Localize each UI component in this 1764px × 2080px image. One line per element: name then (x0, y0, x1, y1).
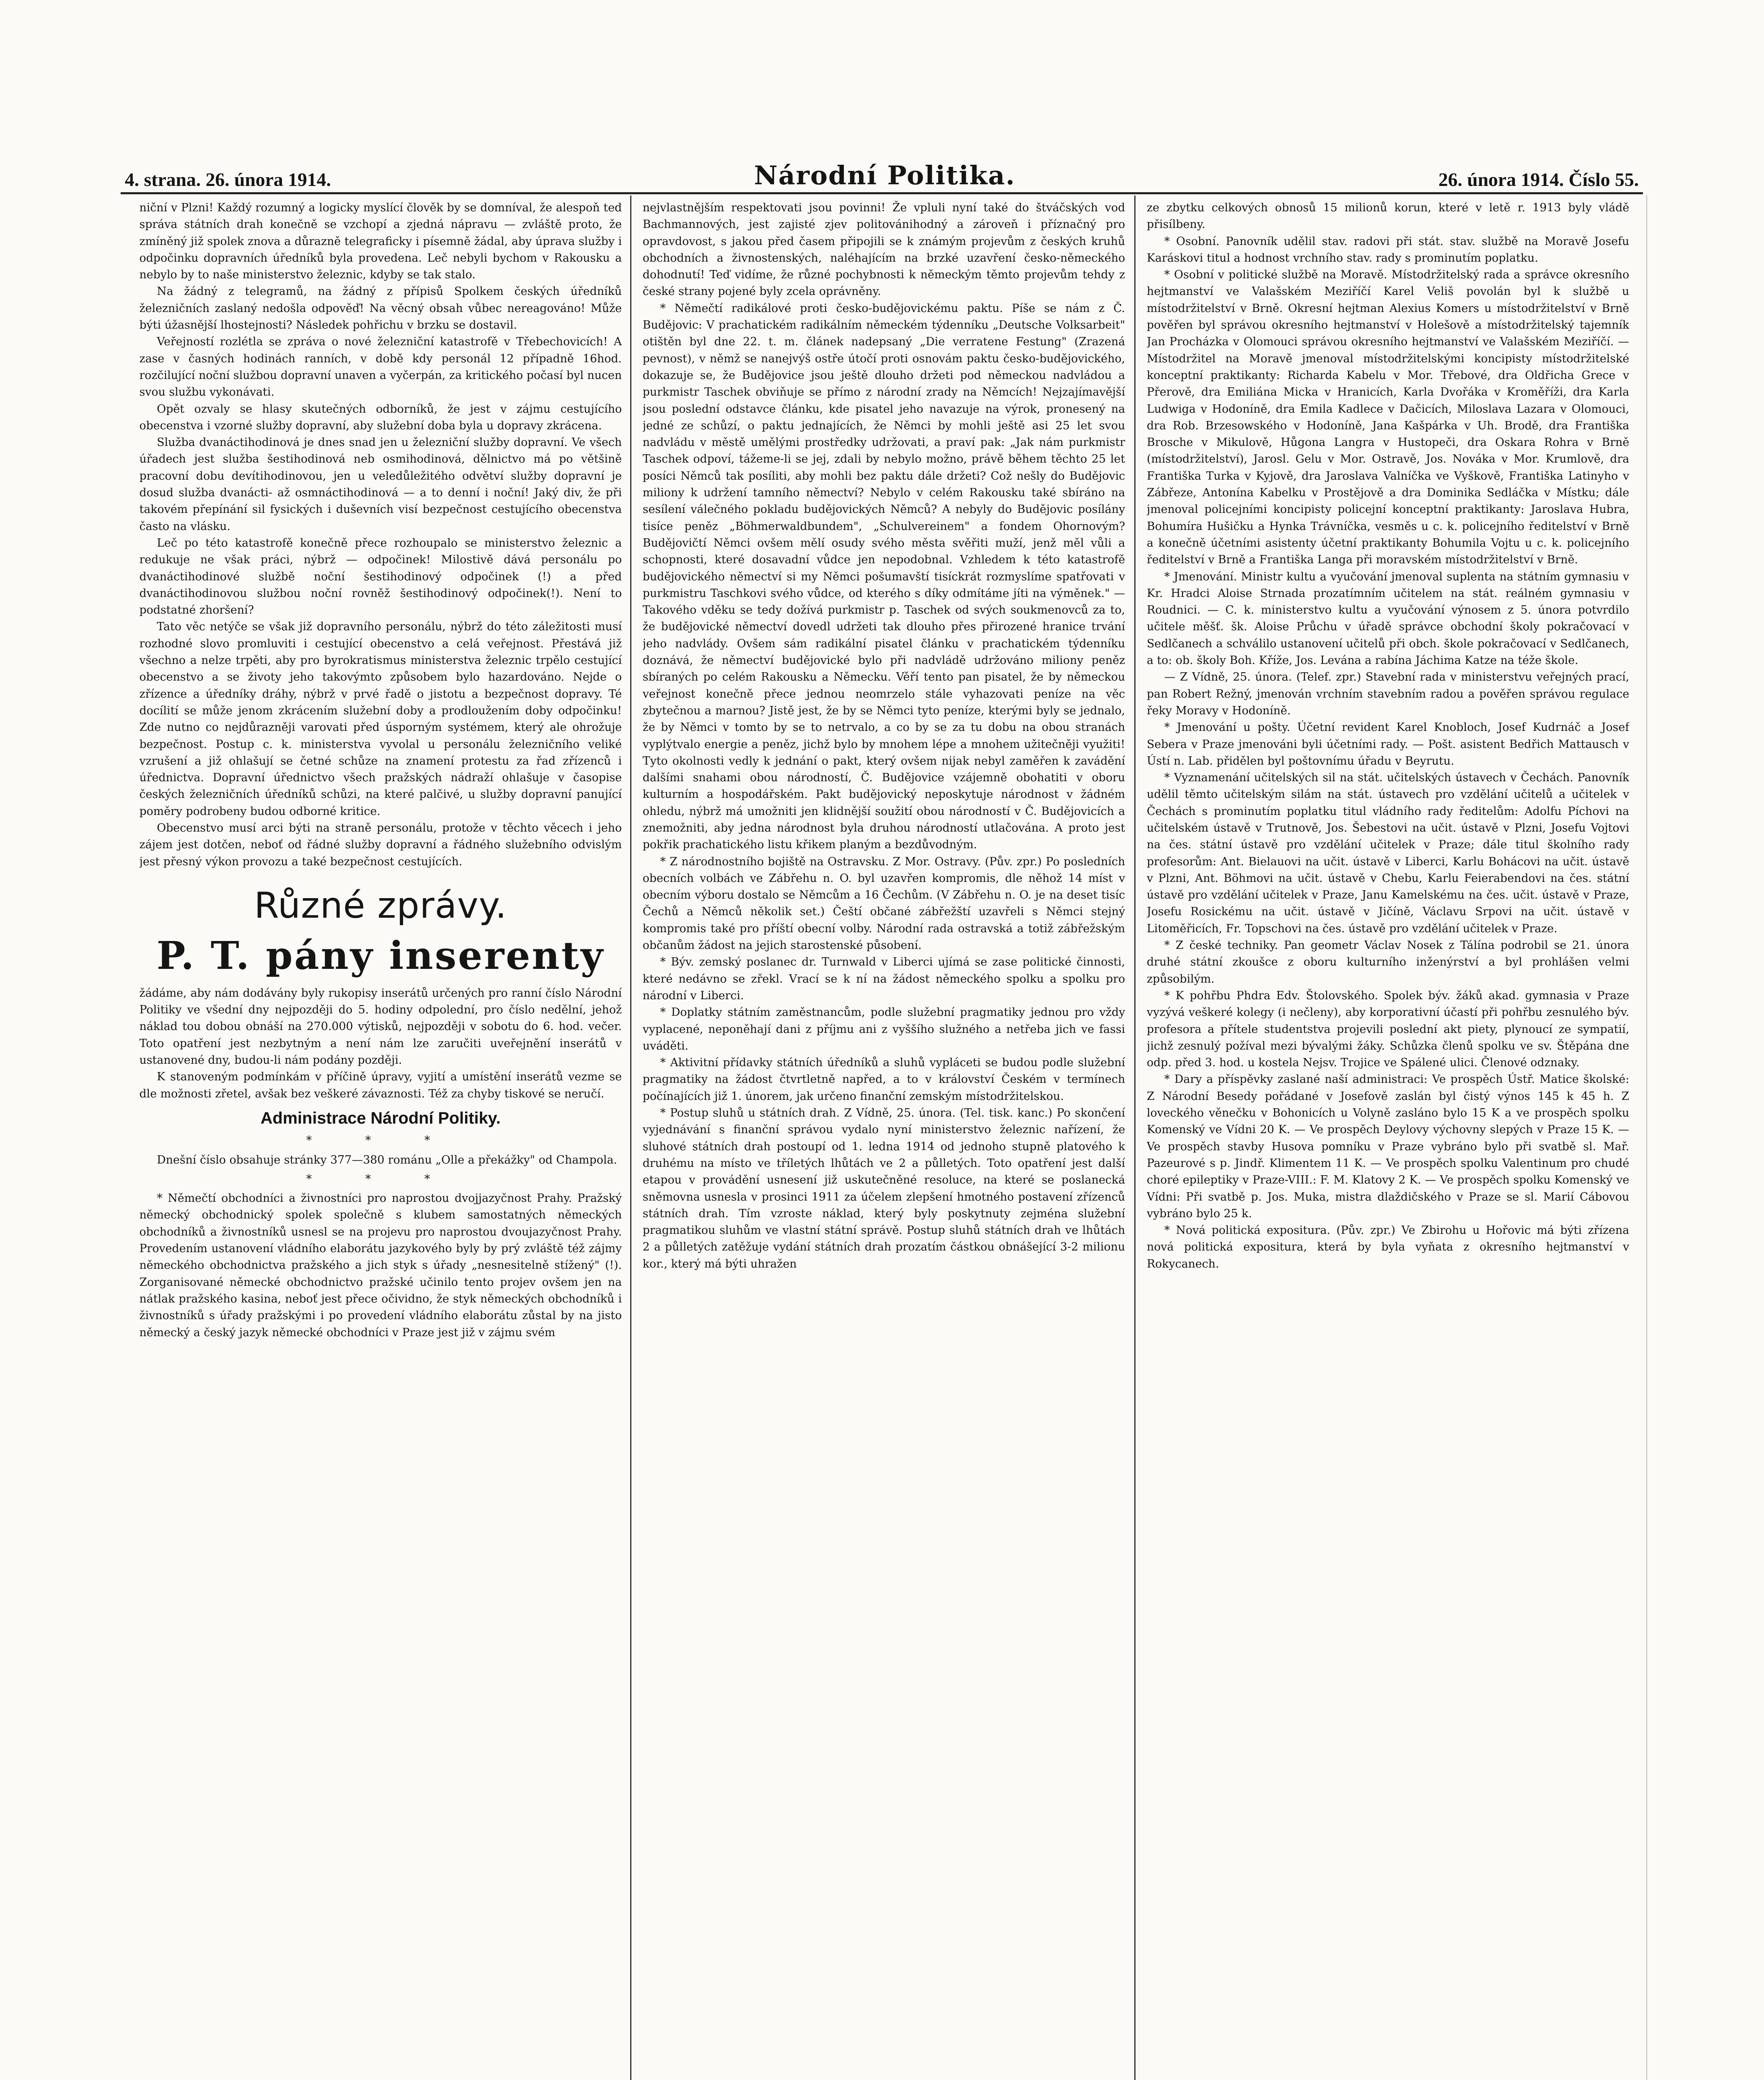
notice-paragraph: Dnešní číslo obsahuje stránky 377—380 románu „Olle a překážky" od Champola. (157, 1153, 617, 1166)
news-item: * Doplatky státním zaměstnancům, podle služební pragmatiky jednou pro vždy vyplacené, neponěhají dani z příjmu ani z vyššího služného a netřeba jich ve fassi uváděti. (643, 1006, 1125, 1052)
article-paragraph: Obecenstvo musí arci býti na straně personálu, protože v těchto věcech i jeho zájem jest dotčen, neboť od řádné služby dopravní a řádného služebního odvislým jest přesný výkon provozu a také bezpečnost cestujících. (139, 821, 622, 868)
news-item: * Osobní v politické službě na Moravě. Místodržitelský rada a správce okresního hejtmanství ve Valašském Meziříčí Karel Veliš povolán byl k službě u místodržitelství v Brně. Okresní hejtman Alexius Komers u místodržitelství v Brně pověřen byl správou okresního hejtmanství v Holešově a místodržitelský tajemník Jan Procházka v Olomouci správou okresního hejtmanství ve Valašském Meziříčí. — Místodržitel na Moravě jmenoval místodržitelskými koncipisty místodržitelské konceptní praktikanty: Richarda Kabelu v Mor. Třebové, dra Oldřicha Grece v Přerově, dra Emiliána Micka v Hranicích, Karla Dvořáka v Kroměříži, dra Karla Ludwiga v Hodoníně, dra Emila Kadlece v Dačicích, Miloslava Lazara v Olomouci, dra Rob. Brzesowského v Hodoníně, Jana Kašpárka v Uh. Brodě, dra Františka Brosche v Mikulově, Hůgona Langra v Hustopeči, dra Oskara Rohra v Brně (místodržitelství), Jarosl. Gelu v Mor. Ostravě, Jos. Nováka v Mor. Krumlově, dra Františka Turka v Kyjově, dra Jaroslava Valníčka ve Vyškově, Františka Latinyho v Zábřeze, Antonína Kabelku v Prostějově a dra Dominika Sedláčka v Místku; dále jmenoval policejními koncipisty policejní konceptní praktikanty: Jaroslava Hubra, Bohumíra Hušičku a Hynka Trávníčka, vesměs u c. k. policejního ředitelství v Brně a konečně účetními asistenty účetní praktikanty Bohumila Vojtu u c. k. policejního ředitelství v Brně a Františka Langa při moravském místodržitelství v Brně. (1147, 268, 1629, 567)
news-item: * Němečtí obchodníci a živnostníci pro naprostou dvojjazyčnost Prahy. Pražský německý obchodnický spolek společně s klubem samostatných německých obchodníků a živnostníků usnesl se na projevu pro naprostou dvoujazyčnost Prahy. Provedením ustanovení vládního elaborátu jazykového byly by prý zvláště též zájmy německého obchodnictva pražského a jich styk s úřady „nesnesitelně stížený" (!). Zorganisované německé obchodnictvo pražské učinilo tento projev ovšem jen na nátlak pražského kasina, neboť jest přece očividno, že styk německých obchodníků i živnostníků s úřady pražskými i po provedení vládního elaborátu zůstal by na jisto německý a český jazyk německé obchodníci v Praze jest již v zájmu svém (139, 1192, 622, 1339)
article-paragraph: Opět ozvaly se hlasy skutečných odborníků, že jest v zájmu cestujícího obecenstva i vzorné služby dopravní, aby služební doba byla u dopravy zkrácena. (139, 402, 622, 432)
column-1 (139, 200, 622, 2080)
page-header (125, 160, 1639, 191)
article-paragraph: Na žádný z telegramů, na žádný z přípisů Spolkem českých úředníků železničních zaslaný nedošla odpověď! Na věcný obsah vůbec nereagováno! Může býti úžasnější lhostejnosti? Následek pohřichu v brzku se dostavil. (139, 285, 622, 332)
notice-paragraph: žádáme, aby nám dodávány byly rukopisy inserátů určených pro ranní číslo Národní Politiky ve všední dny nejpozději do 5. hodiny odpolední, pro číslo nedělní, jehož náklad tou dobou obnáší na 270.000 výtisků, nejpozději v sobotu do 6. hod. večer. Toto opatření jest nezbytným a není nám lze zaručiti uveřejnění inserátů v ustanovené dny, budou-li nám podány později. (139, 986, 622, 1067)
masthead: Národní Politika. (754, 160, 1016, 191)
page-edge-shadow (1646, 196, 1647, 2080)
notice-paragraph: K stanoveným podmínkám v příčině úpravy, vyjití a umístění inserátů vezme se dle možnosti zřetel, avšak bez veškeré závaznosti. Též za chyby tiskové se neručí. (139, 1070, 622, 1100)
section-heading: Různé zprávy. (254, 884, 507, 926)
column-divider (630, 196, 631, 2080)
news-item: * Býv. zemský poslanec dr. Turnwald v Liberci ujímá se zase politické činnosti, které nedávno se zřekl. Vrací se k ní na žádost německého spolku a spolku pro národní v Liberci. (643, 956, 1125, 1002)
article-paragraph: Leč po této katastrofě konečně přece rozhoupalo se ministerstvo železnic a redukuje ne však práci, nýbrž — odpočinek! Milostivě dává personálu po dvanáctihodinové službě noční šestihodinový odpočinek (!) a před dvanáctihodinovou službou noční rovněž šestihodinový odpočinek(!). Není to podstatné zhoršení? (139, 536, 622, 617)
news-item: — Z Vídně, 25. února. (Telef. zpr.) Stavební rada v ministerstvu veřejných prací, pan Robert Režný, jmenován vrchním stavebním radou a pověřen správou regulace řeky Moravy v Hodoníně. (1147, 671, 1629, 717)
column-3 (1147, 200, 1629, 2080)
column-divider (1134, 196, 1136, 2080)
news-item: * Osobní. Panovník udělil stav. radovi při stát. stav. službě na Moravě Josefu Karáskovi titul a hodnost vrchního stav. rady s prominutím poplatku. (1147, 235, 1629, 265)
news-item: * Němečtí radikálové proti česko-budějovickému paktu. Píše se nám z Č. Budějovic: V prachatickém radikálním německém týdenníku „Deutsche Volksarbeit" otištěn byl dne 22. t. m. článek nadepsaný „Die verratene Festung" (Zrazená pevnost), v němž se nanejvýš ostře útočí proti osnovám paktu česko-budějovického, dokazuje se, že Budějovice jsou ještě dlouho držeti pod německou nadvládou a purkmistr Taschek obviňuje se přímo z národní zrady na Němcích! Nejzajímavější jsou poslední odstavce článku, kde pisatel jeho navazuje na výrok, pronesený na jedné ze schůzí, o paktu jednajících, že Němci by mohli ještě asi 25 let svou nadvládu v městě umělými prostředky udržovati, a praví pak: „Jak nám purkmistr Taschek odpoví, tážeme-li se jej, zdali by nebylo možno, právě během těchto 25 let posíci Němců tak posíliti, aby mohli bez paktu dále držeti? Což nešly do Budějovic miliony k udržení tamního němectví? Nebylo v celém Rakousku také sbíráno na sesílení válečného pokladu budějovických Němců? A nebyly do Budějovic posílány tisíce peněz „Böhmerwaldbundem", „Schulvereinem" a fondem Ohornovým? Budějovičtí Němci ovšem mělí osudy svého města svěřiti muží, jenž měl vůli a schopnosti, které dosavadní vůdce jen nepodobnal. Vzhledem k této katastrofě budějovického němectví si my Němci pošumavští tisíckrát rozmyslíme spatřovati v purkmistru Taschkovi svého vůdce, od kterého s díky odmítáme jíti na výměnek." — Takového vděku se tedy dožívá purkmistr p. Taschek od svých soukmenovců za to, že budějovické němectví dovedl udržeti tak dlouho přes přirozené hranice trvání jeho nadvlády. Ovšem sám radikální pisatel článku v prachatickém týdenníku doznává, že němectví budějovické bylo při nadvládě udržováno miliony peněz sbíraných po celém Rakousku a Německu. Věří tento pan pisatel, že by německou veřejnost konečně přece jednou neomrzelo stále vyhazovati peníze na věc zbytečnou a marnou? Jistě jest, že by se Němci tyto peníze, kterými byly se jednalo, že by Němci v tomto by se to netrvalo, a co by se za tu dobu na obou stranách vyplýtvalo energie a peněz, jichž bylo by mnohem lépe a mnohem užitečněji využiti! Tyto okolnosti vedly k jednání o pakt, který ovšem nijak nebyl zaměřen k zavádění dalšími snahami obou národností, Č. Budějovice vzájemně obohatiti v oboru kulturním a hospodářském. Pakt budějovický neposkytuje národnost v žádném ohledu, nýbrž má umožniti jen klidnější soužití obou národností v Č. Budějovicích a znemožniti, aby jedna národnost byla druhou národností utlačována. A proto jest pokřik prachatického listu křikem planým a bezdůvodným. (643, 302, 1125, 852)
header-left: 4. strana. 26. února 1914. (125, 169, 331, 190)
article-paragraph: Veřejností rozlétla se zpráva o nové železniční katastrofě v Třebechovicích! A zase v časných hodinách ranních, v době kdy personál 12 případně 16hod. rozčilující noční službou dopravní unaven a vyčerpán, za kritického počasí byl nucen svou službu vykonávati. (139, 335, 622, 399)
article-paragraph: niční v Plzni! Každý rozumný a logicky myslící člověk by se domníval, že alespoň teď správa státních drah konečně se vzchopí a zjedná nápravu — zvláště proto, že zmíněný již spolek znova a důrazně telegraficky i písemně žádal, aby úprava služby i odpočinku dopravních úředníků byla provedena. Leč nebyli bychom v Rakousku a nebylo by to naše ministerstvo železnic, kdyby se tak stalo. (139, 201, 622, 282)
news-item: * Jmenování u pošty. Účetní revident Karel Knobloch, Josef Kudrnáč a Josef Sebera v Praze jmenováni byli účetními rady. — Pošt. asistent Bedřich Mattausch v Ústí n. Lab. přidělen byl poštovnímu úřadu v Beyrutu. (1147, 721, 1629, 768)
administration-signature: Administrace Národní Politiky. (260, 1109, 501, 1127)
header-rule (121, 192, 1643, 194)
separator-stars: * * * (306, 1134, 455, 1147)
article-paragraph: Služba dvanáctihodinová je dnes snad jen u železniční služby dopravní. Ve všech úřadech jest služba šestihodinová neb osmihodinová, dělnictvo má po většině pracovní dobu devítihodinovou, jen u veledůležitého odvětví služby dopravní je dosud služba dvanácti- až osmnáctihodinová — a to denní i noční! Jaký div, že při takovém přepínání sil fysických i duševních visí bezpečnost cestujícího obecenstva často na vlásku. (139, 436, 622, 533)
news-item: * Nová politická expositura. (Pův. zpr.) Ve Zbirohu u Hořovic má býti zřízena nová politická expositura, která by byla vyňata z okresního hejtmanství v Rokycanech. (1147, 1224, 1629, 1270)
news-item: * K pohřbu Phdra Edv. Štolovského. Spolek býv. žáků akad. gymnasia v Praze vyzývá veškeré kolegy (i nečleny), aby korporativní účastí při pohřbu zesnulého býv. profesora a přítele studentstva projevili poslední akt piety, plynoucí ze sympatií, jichž zesnulý požíval mezi bývalými žáky. Schůzka členů spolku ve sv. Štěpána dne odp. před 3. hod. u kostela Nejsv. Trojice ve Spálené ulici. Členové odznaky. (1147, 989, 1629, 1070)
header-right: 26. února 1914. Číslo 55. (1438, 169, 1639, 190)
separator-stars: * * * (306, 1172, 455, 1186)
news-item: * Vyznamenání učitelských sil na stát. učitelských ústavech v Čechách. Panovník udělil těmto učitelským silám na stát. ústavech pro vzdělání učitelů a učitelek v Čechách s prominutím poplatku titul vládního rady ředitelům: Adolfu Píchovi na učitelském ústavě v Trutnově, Jos. Šebestovi na učit. ústavě v Plzni, Josefu Vojtovi na čes. státní ústavě pro vzdělání učitelek v Praze; dále titul školního rady profesorům: Ant. Bielauovi na učit. ústavě v Liberci, Karlu Bohácovi na učit. ústavě v Plzni, Ant. Böhmovi na učit. ústavě v Chebu, Karlu Feierabendovi na čes. státní ústavě pro vzdělání učitelek v Praze, Janu Kamelskému na čes. učit. ústavě v Praze, Josefu Rosickému na učit. ústavě v Jičíně, Václavu Srpovi na učit. ústavě v Litoměřicích, Fr. Topschovi na čes. ústavě pro vzdělání učitelek v Praze. (1147, 771, 1629, 935)
news-item: * Postup sluhů u státních drah. Z Vídně, 25. února. (Tel. tisk. kanc.) Po skončení vyjednávání s finanční správou vydalo nyní ministerstvo železnic nařízení, že sluhové státních drah postoupí od 1. ledna 1914 od jednoho stupně platového k druhému na místo ve tříletých lhůtách ve 2 a půlletých. Toto opatření jest další etapou v provádění usnesení již uskutečněné resoluce, na které se poslanecká sněmovna usnesla v prosinci 1911 za účelem zlepšení hmotného postavení zřízenců státních drah. Tím vzroste náklad, který byly poskytnuty zejména služební pragmatikou sluhům ve vlastní státní správě. Postup sluhů státních drah ve lhůtách 2 a půlletých zatěžuje vydání státních drah prozatím částkou obnášející 3-2 milionu kor., který má býti uhražen (643, 1107, 1125, 1270)
news-item: * Z české techniky. Pan geometr Václav Nosek z Tálína podrobil se 21. února druhé státní zkoušce z oboru kulturního inženýrství a byl prohlášen velmi způsobilým. (1147, 939, 1629, 986)
news-item: * Aktivitní přídavky státních úředníků a sluhů vypláceti se budou podle služební pragmatiky na žádost čtvrtletně napřed, a to v království Českém v termínech počínajících již 1. únorem, jak určeno finanční zemským místodržitelskou. (643, 1056, 1125, 1103)
news-item: * Dary a příspěvky zaslané naší administraci: Ve prospěch Ústř. Matice školské: Z Národní Besedy pořádané v Josefově zaslán byl čistý výnos 145 k 45 h. Z loveckého věnečku v Bohonicích u Volyně zasláno bylo 15 K a ve prospěch spolku Komenský ve Vídni 20 K. — Ve prospěch Deylovy výchovny slepých v Praze 15 K. — Ve prospěch stavby Husova pomníku v Praze vybráno bylo při svatbě sl. Mař. Pazeurové s p. Jindř. Klimentem 11 K. — Ve prospěch spolku Valentinum pro chudé choré epileptiky v Praze-VIII.: F. M. Klatovy 2 K. — Ve prospěch spolku Komenský ve Vídni: Při svatbě p. Jos. Mukа, mistra dlaždičského v Praze se sl. Marií Cábovou vybráno bylo 25 k. (1147, 1073, 1629, 1220)
article-paragraph: nejvlastnějším respektovati jsou povinni! Že vpluli nyní také do štváčských vod Bachmannových, jest zajisté zjev politovánihodný a zároveň i příznačný pro opravdovost, s jakou před časem připojili se k známým projevům z českých kruhů obchodních a živnostenských, naléhajícím na brzké uzavření česko-německého dohodnutí! Teď vidíme, že různé pochybnosti k německým těmto projevům tehdy z české strany pojené byly zcela oprávněny. (643, 201, 1125, 298)
article-paragraph: ze zbytku celkových obnosů 15 milionů korun, které v letě r. 1913 byly vládě přisílbeny. (1147, 201, 1629, 231)
news-item: * Jmenování. Ministr kultu a vyučování jmenoval suplenta na státním gymnasiu v Kr. Hradci Aloise Strnada prozatímním učitelem na stát. reálném gymnasiu v Roudnici. — C. k. ministerstvo kultu a vyučování výnosem z 5. února potvrdilo učitele měšť. šk. Aloise Průchu v úřadě správce obchodní školy pokračovací v Sedlčanech a schválilo ustanovení učitelů při obch. škole pokračovací v Sedlčanech, a to: ob. školy Boh. Kříže, Jos. Levána a rabína Jáchima Katze na téže škole. (1147, 570, 1629, 667)
advertisers-heading: P. T. pány inserenty (156, 933, 605, 978)
news-item: * Z národnostního bojiště na Ostravsku. Z Mor. Ostravy. (Pův. zpr.) Po posledních obecních volbách ve Zábřehu n. O. byl uzavřen kompromis, dle něhož 14 míst v obecním výboru dostalo se Němcům a 16 Čechům. (V Zábřehu n. O. je na deset tisíc Čechů a Němců několik set.) Čeští občané zábřežští uzavřeli s Němci stejný kompromis také pro příští obecní volby. Národní rada ostravská a totiž zábřežským občanům žádost na jejich starostenské působení. (643, 855, 1125, 952)
column-2 (643, 200, 1125, 2080)
article-paragraph: Tato věc netýče se však již dopravního personálu, nýbrž do této záležitosti musí rozhodné slovo promluviti i cestující obecenstvo a celá veřejnost. Přestává již všechno a nelze trpěti, aby pro byrokratismus ministerstva železnic trpělo cestující obecenstvo a se životy jeho takovýmto způsobem bylo hazardováno. Nejde o zřízence a úředníky dráhy, nýbrž v prvé řadě o jistotu a bezpečnost dopravy. Té docílití se může jenom zkrácením služební doby a prodloužením doby odpočinku! Zde nutno co nejdůrazněji varovati před úsporným systémem, který ale ohrožuje bezpečnost. Postup c. k. ministerstva vyvolal u personálu železničního veliké vzrušení a již ohlašují se četné schůze na znamení protestu za řad zřízenců i úřednictva. Dopravní úřednictvo všech pražských nádraží ohlašuje v časopise českých železničních úředníků schůzi, na které palčivé, u služby dopravní panující poměry podrobeny budou odborné kritice. (139, 620, 622, 818)
